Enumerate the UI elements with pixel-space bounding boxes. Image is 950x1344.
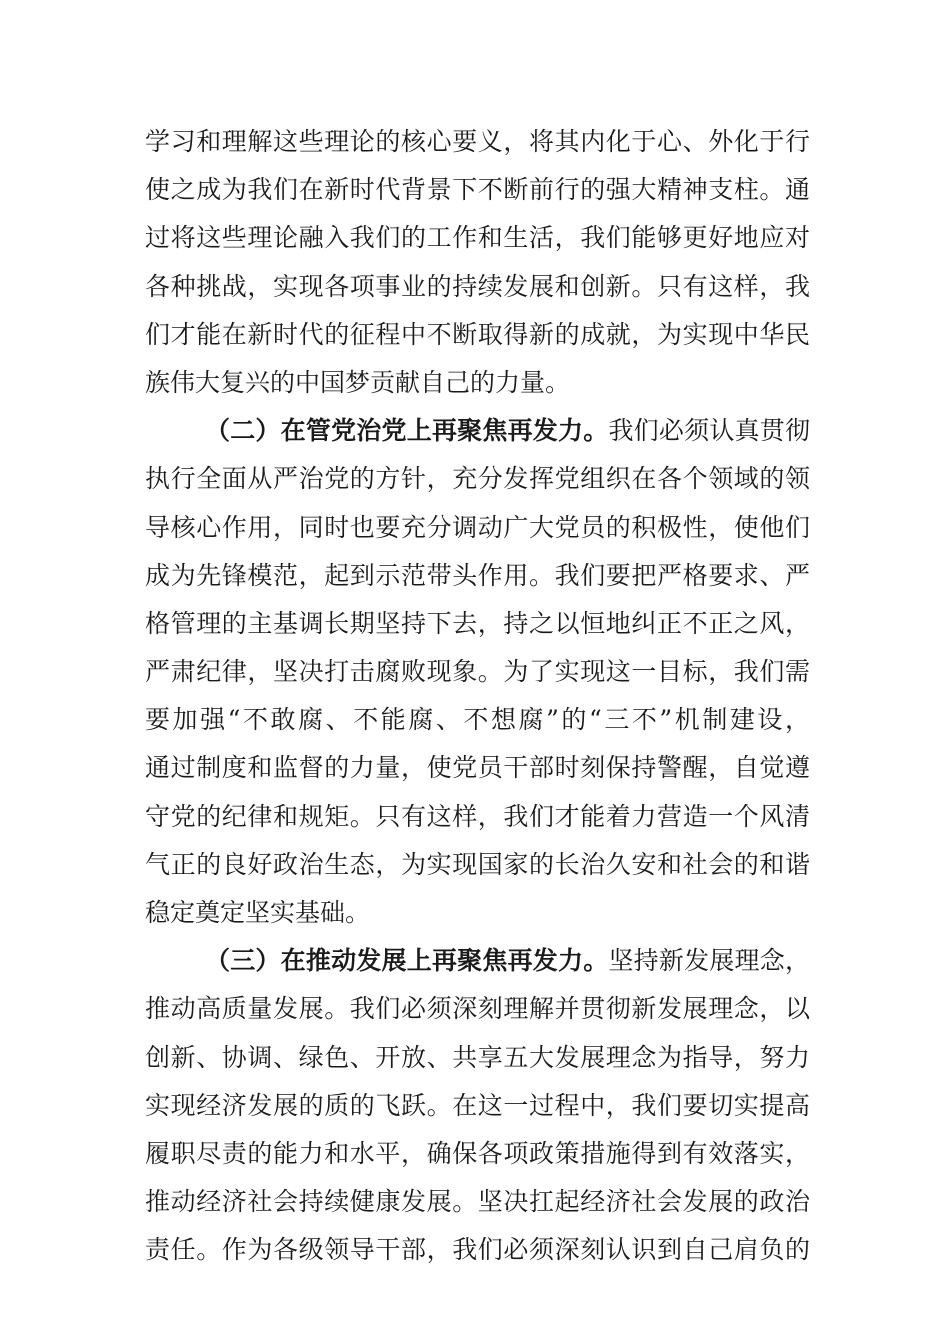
text-line: 使之成为我们在新时代背景下不断前行的强大精神支柱。通 [145,175,810,205]
text-line: 格管理的主基调长期坚持下去，持之以恒地纠正不正之风， [145,608,810,638]
text-line: 推动高质量发展。我们必须深刻理解并贯彻新发展理念，以 [145,994,810,1024]
section-heading-2: （二）在管党治党上再聚焦再发力。 [205,416,609,446]
text-line: 各种挑战，实现各项事业的持续发展和创新。只有这样，我 [145,271,810,301]
paragraph-3 [145,937,810,1274]
text-line: 履职尽责的能力和水平，确保各项政策措施得到有效落实， [145,1138,810,1168]
text-line: 责任。作为各级领导干部，我们必须深刻认识到自己肩负的 [145,1235,810,1265]
text-line: 气正的良好政治生态，为实现国家的长治久安和社会的和谐 [145,849,810,879]
text-line: 学习和理解这些理论的核心要义，将其内化于心、外化于行 [145,127,810,156]
paragraph-1 [145,118,810,407]
paragraph-3-first-line [145,937,810,985]
section-heading-3: （三）在推动发展上再聚焦再发力。 [205,946,609,976]
text-line: 要加强“不敢腐、不能腐、不想腐”的“三不”机制建设， [145,705,810,735]
text-line: 守党的纪律和规矩。只有这样，我们才能着力营造一个风清 [145,801,810,831]
text-span: 坚持新发展理念， [608,946,810,976]
text-line: 过将这些理论融入我们的工作和生活，我们能够更好地应对 [145,223,810,253]
text-line: 导核心作用，同时也要充分调动广大党员的积极性，使他们 [145,512,810,542]
paragraph-2 [145,407,810,937]
text-line: 实现经济发展的质的飞跃。在这一过程中，我们要切实提高 [145,1090,810,1120]
text-line: 通过制度和监督的力量，使党员干部时刻保持警醒，自觉遵 [145,753,810,783]
text-line: 创新、协调、绿色、开放、共享五大发展理念为指导，努力 [145,1042,810,1072]
text-line: 们才能在新时代的征程中不断取得新的成就，为实现中华民 [145,319,810,349]
text-line: 推动经济社会持续健康发展。坚决扛起经济社会发展的政治 [145,1187,810,1217]
text-line: 执行全面从严治党的方针，充分发挥党组织在各个领域的领 [145,464,810,494]
text-line: 稳定奠定坚实基础。 [145,898,371,927]
text-line: 成为先锋模范，起到示范带头作用。我们要把严格要求、严 [145,560,810,590]
paragraph-2-first-line [145,407,810,455]
text-line: 严肃纪律，坚决打击腐败现象。为了实现这一目标，我们需 [145,657,810,687]
text-span: 我们必须认真贯彻 [608,416,810,446]
text-line: 族伟大复兴的中国梦贡献自己的力量。 [145,367,571,397]
document-body [145,118,810,1275]
